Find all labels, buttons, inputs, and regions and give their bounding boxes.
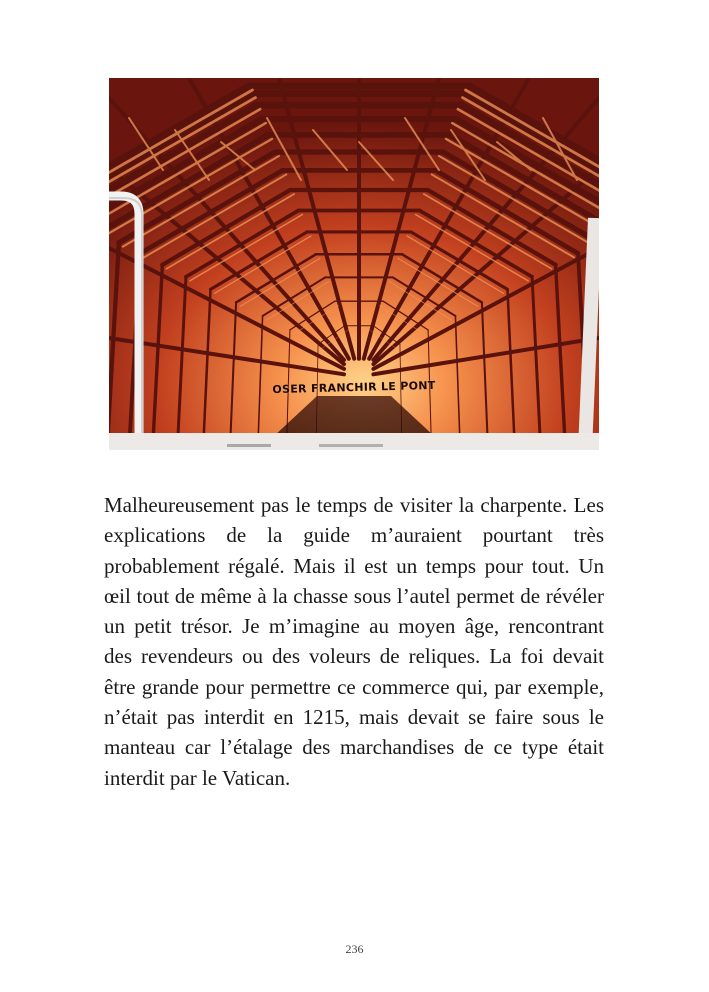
roof-frame-photo bbox=[109, 78, 599, 450]
body-paragraph: Malheureusement pas le temps de visiter la charpente. Les explications de la guide m’auraient pourtant très probablement régalé. Mais il est un temps pour tout. Un œil tout de même à la chasse sous l’autel permet de révéler un petit trésor. Je m’imagine au moyen âge, rencontrant des revendeurs ou des voleurs de reliques. La foi devait être grande pour permettre ce commerce qui, par exemple, n’était pas interdit en 1215, mais devait se faire sous le manteau car l’étalage des marchandises de ce type était interdit par le Vatican. bbox=[104, 493, 604, 790]
page-number: 236 bbox=[345, 942, 364, 956]
photo-caption: OSER FRANCHIR LE PONT bbox=[272, 378, 436, 397]
